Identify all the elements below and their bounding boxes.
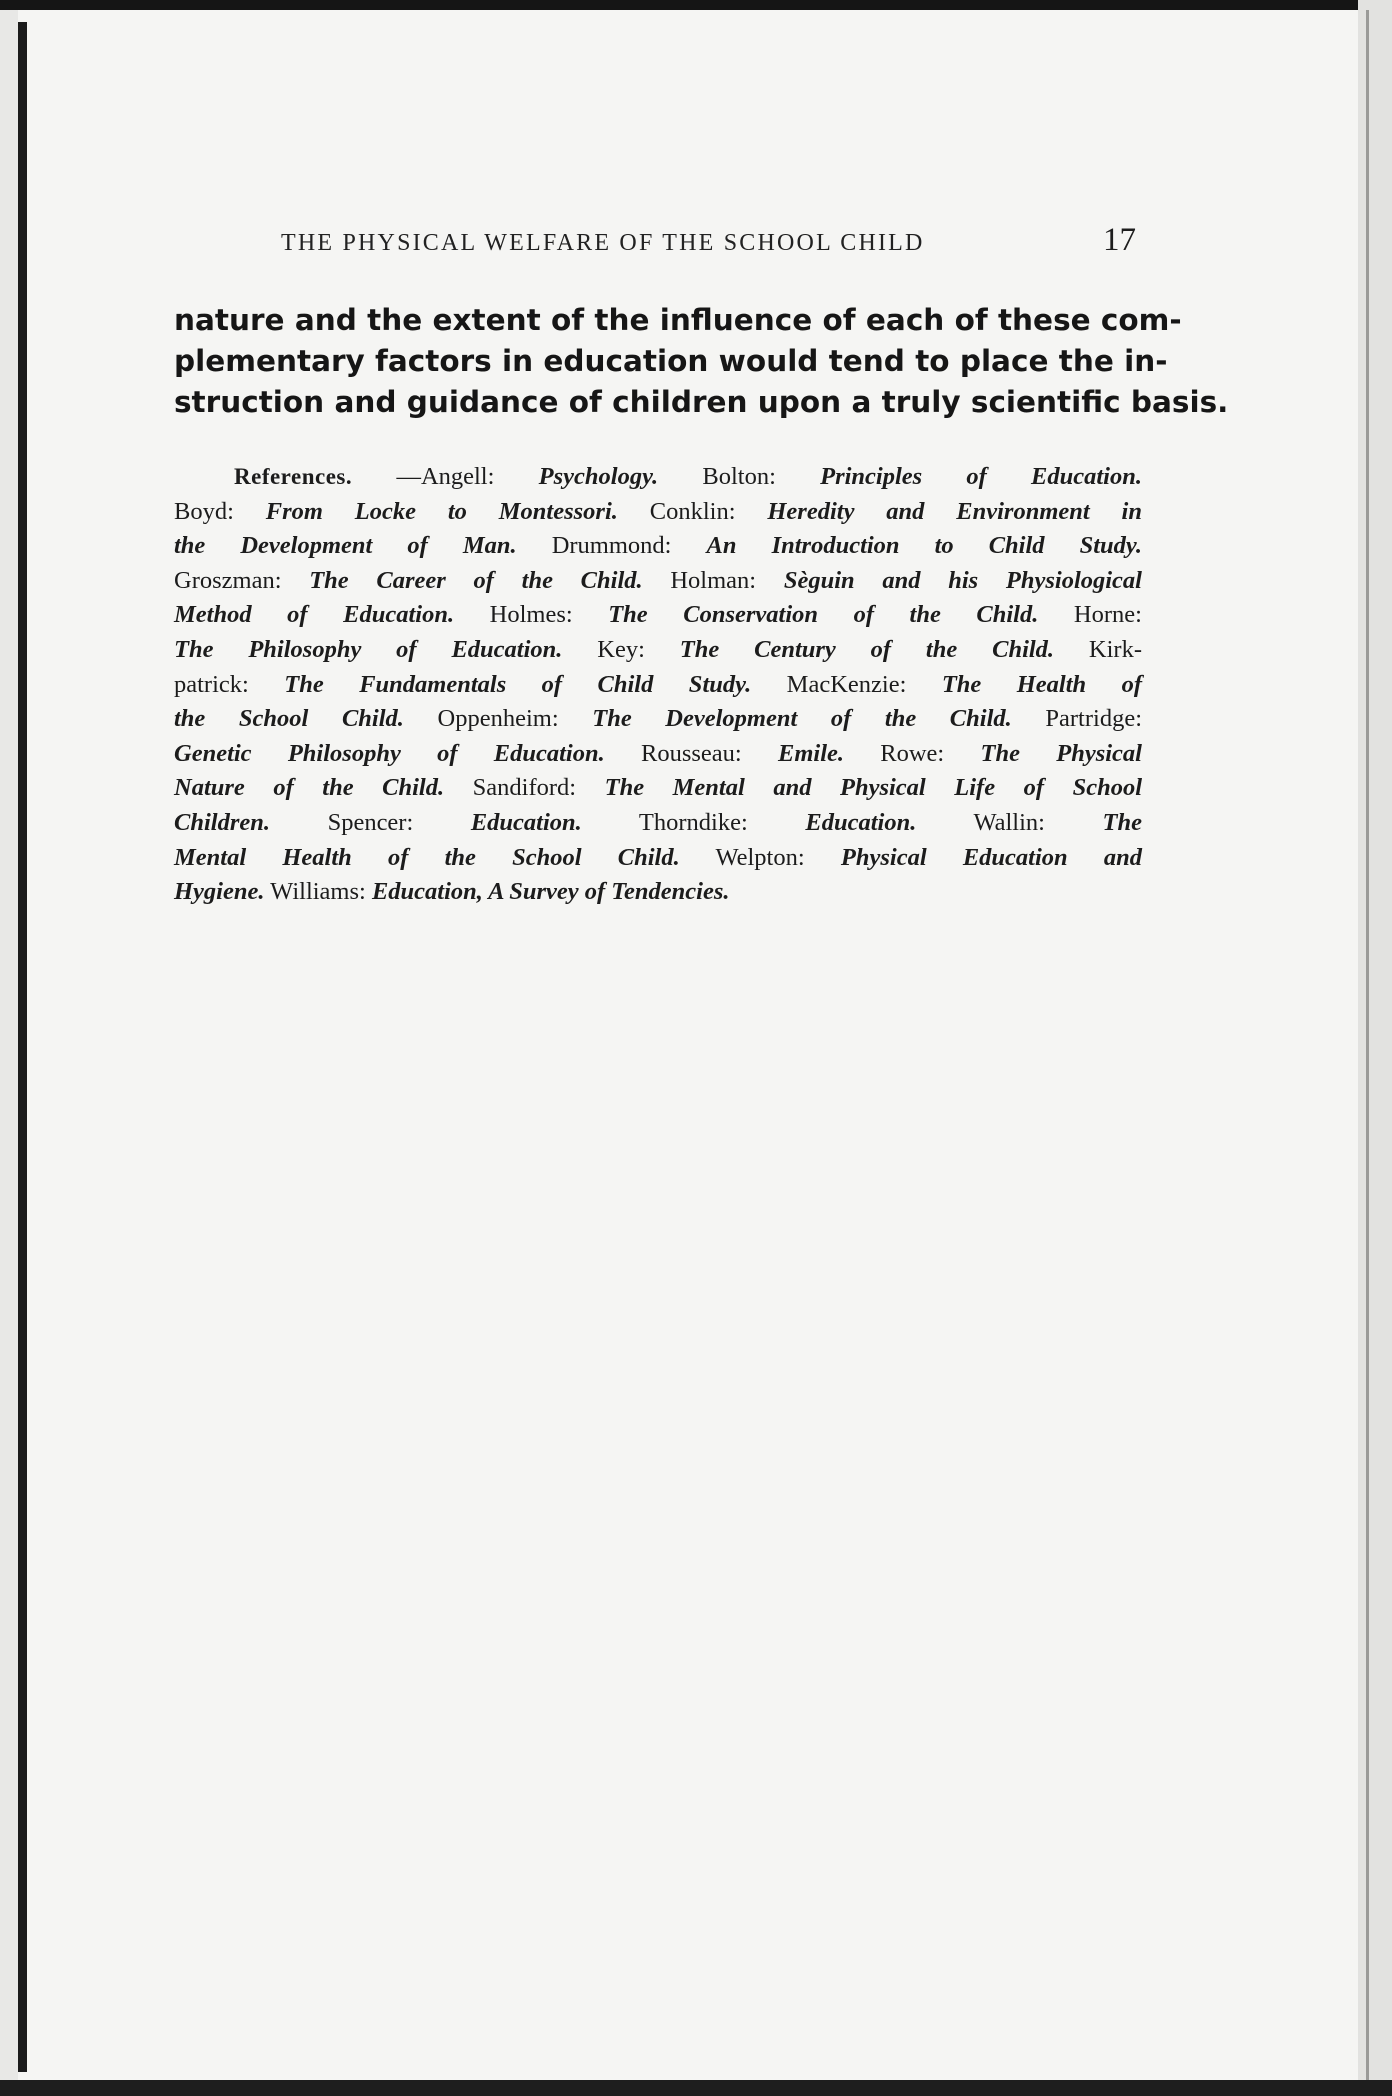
reference-author: Kirk- xyxy=(1054,635,1142,663)
reference-title: Psychology. xyxy=(538,463,659,490)
reference-author: —Angell: xyxy=(396,463,539,490)
page-number: 17 xyxy=(1103,222,1136,258)
reference-title: the Development of Man. xyxy=(174,532,517,560)
references-label: References. xyxy=(234,464,397,489)
reference-line xyxy=(174,737,1142,772)
reference-title: Principles of Education. xyxy=(820,463,1142,490)
body-paragraph xyxy=(174,300,1229,423)
reference-title: Emile. xyxy=(777,739,844,767)
page-edge-right xyxy=(1366,10,1369,2080)
reference-author: Drummond: xyxy=(516,532,707,560)
reference-author: Sandiford: xyxy=(444,774,605,802)
reference-title: An Introduction to Child Study. xyxy=(706,532,1142,560)
body-line: struction and guidance of children upon a truly scientific basis. xyxy=(174,385,1229,419)
reference-author: Oppenheim: xyxy=(403,705,593,733)
reference-title: Method of Education. xyxy=(174,601,455,629)
reference-author: Partridge: xyxy=(1011,705,1142,733)
reference-title: Education. xyxy=(805,808,917,836)
scan-edge-top xyxy=(0,0,1392,10)
body-line: plementary factors in education would tend to place the in- xyxy=(174,344,1168,378)
scan-margin-left xyxy=(0,0,18,2096)
reference-author: Holman: xyxy=(642,566,784,594)
running-head xyxy=(174,222,1142,266)
reference-line xyxy=(174,460,1142,495)
reference-author: Horne: xyxy=(1038,601,1142,629)
reference-title: Physical Education and xyxy=(840,843,1142,871)
reference-author: Wallin: xyxy=(916,808,1103,836)
reference-line xyxy=(174,841,1142,876)
references-paragraph xyxy=(174,460,1142,910)
reference-title: From Locke to Montessori. xyxy=(265,497,618,525)
reference-title: Mental Health of the School Child. xyxy=(174,843,680,871)
reference-line xyxy=(174,564,1142,599)
reference-title: Education. xyxy=(470,808,582,836)
reference-author: Spencer: xyxy=(270,808,471,836)
reference-title: The Physical xyxy=(980,739,1142,767)
reference-author: Williams: xyxy=(264,878,372,906)
reference-title: The xyxy=(1102,808,1142,836)
reference-author: Groszman: xyxy=(174,566,310,594)
running-title: THE PHYSICAL WELFARE OF THE SCHOOL CHILD xyxy=(281,230,925,256)
reference-author: Holmes: xyxy=(454,601,609,629)
reference-title: Education, A Survey of Tendencies. xyxy=(371,878,730,906)
reference-title: Heredity and Environment in xyxy=(767,497,1142,525)
reference-author: Boyd: xyxy=(174,497,266,525)
body-line: nature and the extent of the influence of each of these com- xyxy=(174,303,1182,337)
reference-title: Hygiene. xyxy=(174,878,265,906)
reference-line xyxy=(174,529,1142,564)
reference-line xyxy=(174,633,1142,668)
reference-author: Rousseau: xyxy=(604,739,778,767)
reference-author: Conklin: xyxy=(617,497,768,525)
reference-title: The Development of the Child. xyxy=(592,705,1012,733)
reference-title: The Health of xyxy=(941,670,1143,698)
reference-title: The Conservation of the Child. xyxy=(608,601,1039,629)
reference-title: Nature of the Child. xyxy=(174,774,445,802)
scan-edge-bottom xyxy=(0,2080,1392,2096)
reference-title: The Mental and Physical Life of School xyxy=(604,774,1143,802)
reference-line xyxy=(174,495,1142,530)
reference-author: Rowe: xyxy=(844,739,981,767)
reference-line xyxy=(174,806,1142,841)
reference-line xyxy=(174,771,1142,806)
reference-author: Key: xyxy=(562,635,680,663)
reference-author: Thorndike: xyxy=(581,808,806,836)
reference-line xyxy=(174,702,1142,737)
reference-title: the School Child. xyxy=(174,705,404,733)
reference-author: patrick: xyxy=(174,670,285,698)
reference-title: Genetic Philosophy of Education. xyxy=(174,739,605,767)
reference-line xyxy=(174,668,1142,703)
reference-author: Welpton: xyxy=(679,843,841,871)
reference-title: Sèguin and his Physiological xyxy=(783,566,1142,594)
reference-line xyxy=(174,598,1142,633)
reference-author: MacKenzie: xyxy=(751,670,942,698)
reference-line xyxy=(174,875,1142,910)
scan-margin-right xyxy=(1358,0,1392,2096)
reference-title: The Philosophy of Education. xyxy=(174,635,563,663)
reference-title: The Career of the Child. xyxy=(309,566,643,594)
reference-title: The Century of the Child. xyxy=(679,635,1055,663)
page-spine-edge xyxy=(18,22,27,2072)
reference-title: Children. xyxy=(174,808,270,836)
reference-title: The Fundamentals of Child Study. xyxy=(284,670,752,698)
reference-author: Bolton: xyxy=(658,463,821,490)
